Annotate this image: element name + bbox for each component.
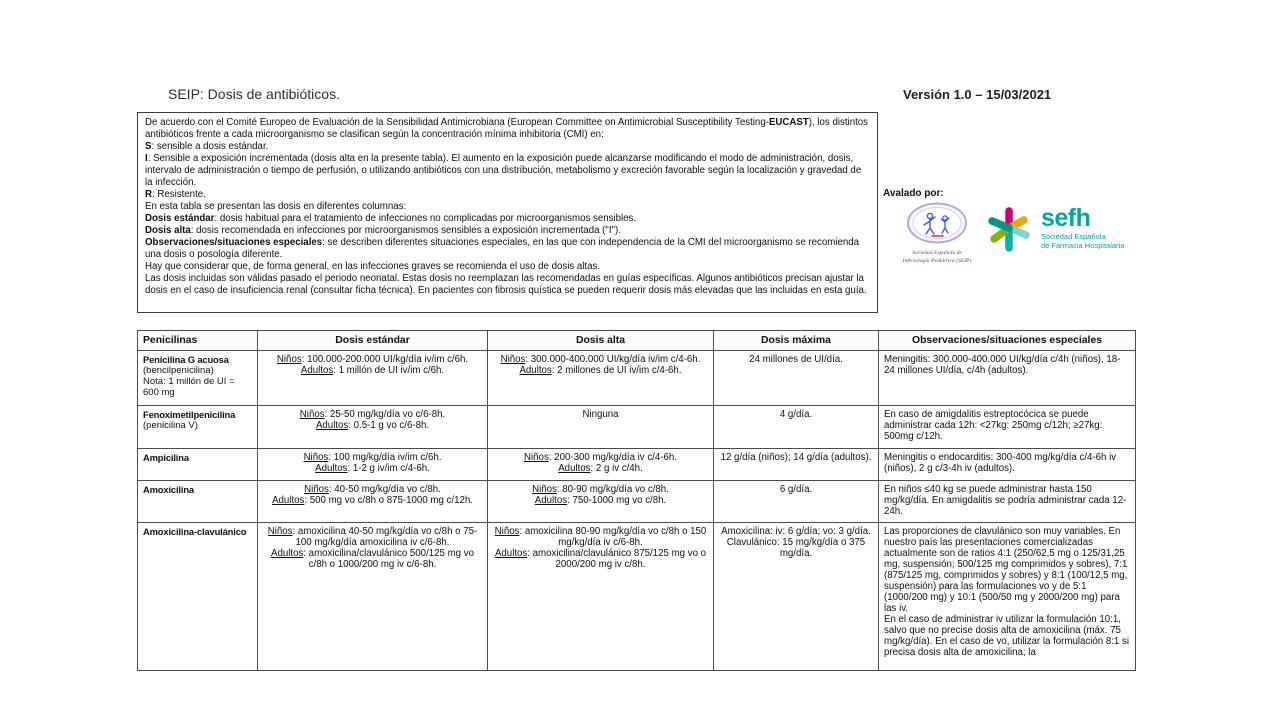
intro-line-dosis-alta: Dosis alta: dosis recomendada en infecciones por microorganismos sensibles a exposición incrementada ("I"). [145,225,621,237]
max-dose-cell: 24 millones de UI/día. [714,351,879,406]
sefh-wordmark: sefh [1041,203,1091,232]
seip-emblem-icon [906,202,968,244]
drug-name-cell: Fenoximetilpenicilina (penicilina V) [138,406,258,449]
intro-line-dosis-estandar: Dosis estándar: dosis habitual para el tratamiento de infecciones no complicadas por microorganismos sensibles. [145,213,637,225]
max-dose-cell: 6 g/día. [714,481,879,523]
standard-dose-cell: Niños: amoxicilina 40-50 mg/kg/día vo c/8h o 75-100 mg/kg/día amoxicilina iv c/6-8h. Adultos: amoxicilina/clavulánico 500/125 mg vo c/8h o 1000/200 mg iv c/6-8h. [258,523,488,671]
intro-line-r: R: Resistente. [145,189,206,201]
observations-cell: Meningitis: 300.000-400.000 UI/kg/día c/4h (niños), 18-24 millones UI/día, c/4h (adultos). [879,351,1136,406]
sefh-logo [984,203,1124,255]
standard-dose-cell: Niños: 25-50 mg/kg/día vo c/6-8h. Adultos: 0.5-1 g vo c/6-8h. [258,406,488,449]
standard-dose-cell: Niños: 100 mg/kg/día iv/im c/6h. Adultos: 1-2 g iv/im c/4-6h. [258,449,488,481]
drug-name-cell: Ampicilina [138,449,258,481]
max-dose-cell: 12 g/día (niños); 14 g/día (adultos). [714,449,879,481]
table-row-penicilina-g [138,351,1136,406]
high-dose-cell: Niños: 80-90 mg/kg/día vo c/8h. Adultos: 750-1000 mg vo c/8h. [488,481,714,523]
standard-dose-cell: Niños: 100.000-200.000 UI/kg/día iv/im c/6h. Adultos: 1 millón de UI iv/im c/6h. [258,351,488,406]
table-row-amoxicilina-clavulanico [138,523,1136,671]
high-dose-cell: Niños: amoxicilina 80-90 mg/kg/día vo c/8h o 150 mg/kg/día iv c/6-8h. Adultos: amoxicilina/clavulánico 875/125 mg vo o 2000/200 mg iv c/8h. [488,523,714,671]
table-row-fenoximetilpenicilina [138,406,1136,449]
high-dose-cell: Niños: 300.000-400.000 UI/kg/día iv/im c/4-6h. Adultos: 2 millones de UI iv/im c/4-6h. [488,351,714,406]
column-header-dosis-alta: Dosis alta [488,331,714,351]
intro-paragraph-eucast: De acuerdo con el Comité Europeo de Evaluación de la Sensibilidad Antimicrobiana (European Committee on Antimicrobial Susceptibility Testing-EUCAST), los distintos antibióticos frente a cada microorganismo se clasifican según la concentración mínima inhibitoria (CMI) en: [145,117,869,141]
observations-cell: Las proporciones de clavulánico son muy variables. En nuestro país las presentaciones comercializadas actualmente son de ratios 4:1 (250/62,5 mg o 125/31,25 mg, suspensión; 500/125 mg comprimidos y sobres), 7:1 (875/125 mg, comprimidos y sobres) y 8:1 (100/12,5 mg, suspensión) para las formulaciones vo y de 5:1 (1000/200 mg) y 10:1 (500/50 mg y 2000/200 mg) para las iv. En el caso de administrar iv utilizar la formulación 10:1, salvo que no precise dosis alta de amoxicilina (máx. 75 mg/kg/día). En el caso de vo, utilizar la formulación 8:1 si precisa dosis alta de amoxicilina; la [879,523,1136,671]
table-row-ampicilina [138,449,1136,481]
column-header-dosis-estandar: Dosis estándar [258,331,488,351]
intro-final-note: Las dosis incluidas son válidas pasado el periodo neonatal. Estas dosis no reemplazan las recomendadas en guías específicas. Algunos antibióticos precisan ajustar la dosis en el caso de insuficiencia renal (consultar ficha técnica). En pacientes con fibrosis quística se pueden requerir dosis más elevadas que las incluidas en esta guía. [145,273,867,297]
observations-cell: En caso de amigdalitis estreptocócica se puede administrar cada 12h: <27kg: 250mg c/12h; ≥27kg: 500mg c/12h. [879,406,1136,449]
sefh-pinwheel-icon [984,203,1034,255]
version-label: Versión 1.0 – 15/03/2021 [903,87,1052,102]
observations-cell: En niños ≤40 kg se puede administrar hasta 150 mg/kg/día. En amigdalitis se podría administrar cada 12-24h. [879,481,1136,523]
observations-cell: Meningitis o endocarditis: 300-400 mg/kg/día c/4-6h iv (niños), 2 g c/3-4h iv (adultos). [879,449,1136,481]
column-header-observaciones: Observaciones/situaciones especiales [879,331,1136,351]
table-row-amoxicilina [138,481,1136,523]
drug-name-cell: Amoxicilina [138,481,258,523]
drug-name-cell: Amoxicilina-clavulánico [138,523,258,671]
seip-logo [896,202,978,265]
max-dose-cell: Amoxicilina: iv: 6 g/día; vo: 3 g/día. Clavulánico: 15 mg/kg/día o 375 mg/día. [714,523,879,671]
endorsement-label: Avalado por: [883,188,944,199]
intro-line-observaciones: Observaciones/situaciones especiales: se describen diferentes situaciones especiales, en las que con independencia de la CMI del microorganismo se recomienda una dosis o posología diferente. [145,237,860,261]
sefh-subtitle: Sociedad Española de Farmacia Hospitalaria [1041,232,1125,251]
high-dose-cell: Niños: 200-300 mg/kg/día iv c/4-6h. Adultos: 2 g iv c/4h. [488,449,714,481]
antibiotics-dose-table [137,330,1136,671]
column-header-penicilinas: Penicilinas [138,331,258,351]
standard-dose-cell: Niños: 40-50 mg/kg/día vo c/8h. Adultos: 500 mg vo c/8h o 875-1000 mg c/12h. [258,481,488,523]
intro-line-s: S: sensible a dosis estándar. [145,141,269,153]
page-title: SEIP: Dosis de antibióticos. [168,86,340,102]
high-dose-cell: Ninguna [488,406,714,449]
sefh-text [1041,203,1125,251]
max-dose-cell: 4 g/día. [714,406,879,449]
intro-line-i: I: Sensible a exposición incrementada (dosis alta en la presente tabla). El aumento en la exposición puede alcanzarse modificando el modo de administración, dosis, intervalo de administración o tiempo de perfusión, o utilizando antibióticos con una distribución, metabolismo y excreción favorable según la localización y gravedad de la infección. [145,153,862,189]
drug-name-cell: Penicilina G acuosa (bencilpenicilina) Nota: 1 millón de UI = 600 mg [138,351,258,406]
intro-line-general: Hay que considerar que, de forma general, en las infecciones graves se recomienda el uso de dosis altas. [145,261,601,273]
column-header-dosis-maxima: Dosis máxima [714,331,879,351]
intro-line-columns: En esta tabla se presentan las dosis en diferentes columnas: [145,201,407,213]
intro-box [137,112,878,313]
table-header-row [138,331,1136,351]
seip-caption: Sociedad Española de Infectología Pediátrica (SEIP) [902,250,972,264]
